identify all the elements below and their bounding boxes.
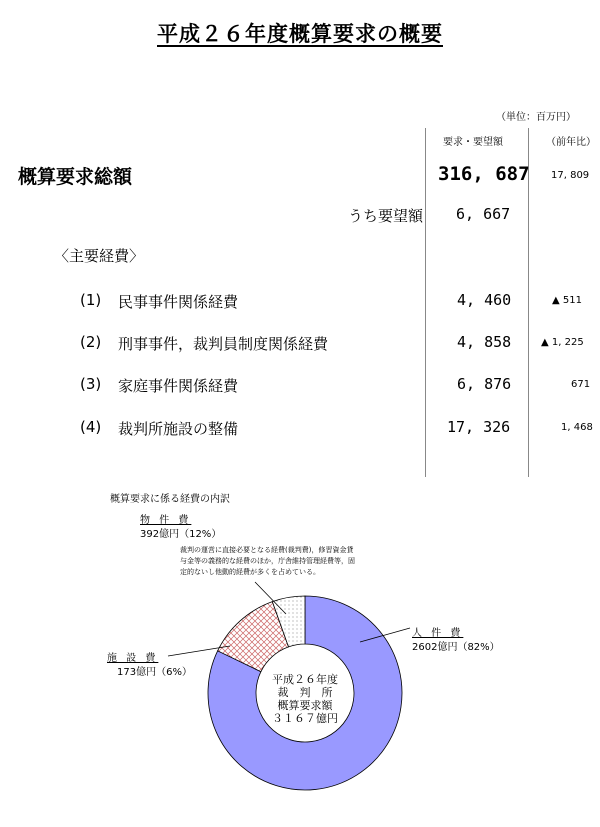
item-amount: 17, 326 [447,418,511,436]
page-title: 平成２６年度概算要求の概要 [157,22,443,46]
segment-title-jinken: 人 件 費 [412,628,464,639]
item-ratio: ▲ 511 [552,295,582,306]
center-line: 概算要求額 [277,699,333,712]
item-label: 裁判所施設の整備 [118,420,239,438]
item-label: 民事事件関係経費 [118,293,239,311]
total-ratio: 17, 809 [551,170,590,181]
total-label: 概算要求総額 [18,166,133,188]
item-num: (4) [80,418,102,436]
item-num: (3) [80,375,102,393]
item-ratio: 671 [571,379,591,390]
item-amount: 6, 876 [457,375,512,393]
column-header-ratio: （前年比） [546,137,596,148]
item-amount: 4, 858 [457,333,512,351]
center-line: 平成２６年度 [272,673,338,686]
center-line: 裁 判 所 [277,686,333,699]
column-header-request: 要求・要望額 [443,137,503,148]
item-label: 刑事事件，裁判員制度関係経費 [118,335,329,353]
chart-caption: 概算要求に係る経費の内訳 [110,494,230,505]
item-num: (2) [80,333,102,351]
segment-value-shisetsu: 173億円（6%） [117,667,192,678]
segment-value-jinken: 2602億円（82%） [412,642,500,653]
segment-title-bukken: 物 件 費 [140,515,192,526]
request-sub-amount: 6, 667 [456,205,511,223]
item-ratio: ▲ 1, 225 [541,337,584,348]
request-sub-label: うち要望額 [348,207,424,225]
column-divider-left [425,128,426,477]
item-num: (1) [80,291,102,309]
chart-note: 裁判の運営に直接必要となる経費(裁判費)，修習資金貸与金等の義務的な経費のほか，庁舎維持管理経費等，固定的ないし他動的経費が多くを占めている。 [180,546,355,576]
unit-note: （単位：百万円） [496,112,576,123]
segment-title-shisetsu: 施 設 費 [107,653,159,664]
donut-chart [0,480,600,827]
item-label: 家庭事件関係経費 [118,377,239,395]
chart-center-label [263,673,347,725]
section-label: 〈主要経費〉 [54,247,145,265]
segment-value-bukken: 392億円（12%） [140,529,222,540]
center-line: ３１６７億円 [272,712,338,725]
total-amount: 316, 687 [438,163,530,185]
item-ratio: 1, 468 [561,422,593,433]
item-amount: 4, 460 [457,291,512,309]
